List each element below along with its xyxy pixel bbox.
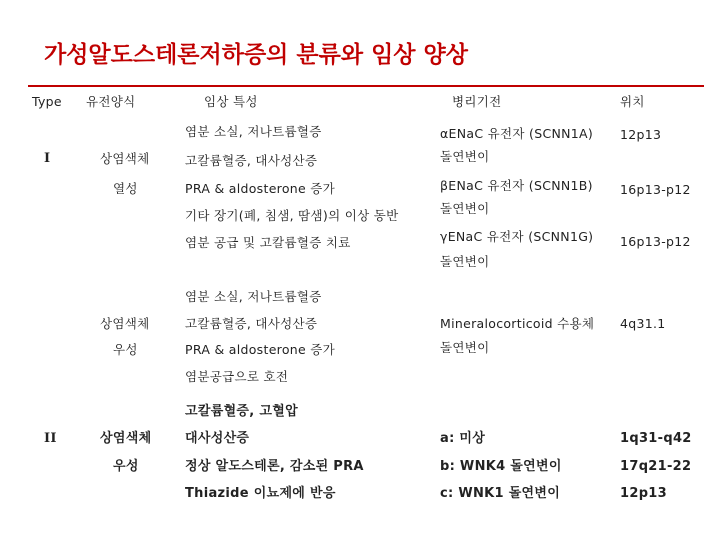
header-type: Type: [32, 94, 62, 109]
clinical-line: 고칼륨혈증, 대사성산증: [185, 316, 318, 331]
type-label: II: [44, 431, 57, 446]
clinical-line: 염분 공급 및 고칼륨혈증 치료: [185, 235, 351, 250]
clinical-line: 염분공급으로 호전: [185, 369, 289, 384]
inheritance-label: 우성: [113, 342, 138, 357]
location-value: 16p13-p12: [620, 234, 691, 249]
location-value: 1q31-q42: [620, 431, 692, 446]
clinical-line: 고칼륨혈증, 고혈압: [185, 404, 298, 419]
clinical-line: 고칼륨혈증, 대사성산증: [185, 153, 318, 168]
header-pathology: 병리기전: [452, 94, 502, 109]
clinical-line: PRA & aldosterone 증가: [185, 342, 336, 357]
pathology-line: γENaC 유전자 (SCNN1G): [440, 229, 594, 244]
title-underline: [28, 85, 704, 87]
pathology-line: 돌연변이: [440, 254, 490, 269]
clinical-line: Thiazide 이뇨제에 반응: [185, 486, 336, 501]
inheritance-label: 상염색체: [100, 431, 152, 446]
header-location: 위치: [620, 94, 645, 109]
location-value: 16p13-p12: [620, 182, 691, 197]
pathology-line: βENaC 유전자 (SCNN1B): [440, 178, 593, 193]
location-value: 12p13: [620, 486, 667, 501]
inheritance-label: 우성: [113, 459, 139, 474]
location-value: 4q31.1: [620, 316, 666, 331]
page-title: 가성알도스테론저하증의 분류와 임상 양상: [44, 42, 468, 68]
clinical-line: 기타 장기(폐, 침샘, 땀샘)의 이상 동반: [185, 208, 399, 223]
pathology-line: c: WNK1 돌연변이: [440, 486, 561, 501]
clinical-line: 대사성산증: [185, 431, 250, 446]
pathology-line: 돌연변이: [440, 201, 490, 216]
pathology-line: Mineralocorticoid 수용체: [440, 316, 595, 331]
pathology-line: 돌연변이: [440, 340, 490, 355]
pathology-line: a: 미상: [440, 431, 486, 446]
pathology-line: αENaC 유전자 (SCNN1A): [440, 126, 594, 141]
type-label: I: [44, 151, 51, 166]
clinical-line: 정상 알도스테론, 감소된 PRA: [185, 459, 364, 474]
clinical-line: 염분 소실, 저나트륨혈증: [185, 124, 322, 139]
clinical-line: 염분 소실, 저나트륨혈증: [185, 289, 322, 304]
inheritance-label: 열성: [113, 181, 138, 196]
location-value: 17q21-22: [620, 459, 692, 474]
pathology-line: 돌연변이: [440, 149, 490, 164]
inheritance-label: 상염색체: [100, 316, 150, 331]
inheritance-label: 상염색체: [100, 151, 150, 166]
location-value: 12p13: [620, 127, 662, 142]
pathology-line: b: WNK4 돌연변이: [440, 459, 562, 474]
clinical-line: PRA & aldosterone 증가: [185, 181, 336, 196]
header-clinical: 임상 특성: [204, 94, 258, 109]
header-inheritance: 유전양식: [86, 94, 136, 109]
